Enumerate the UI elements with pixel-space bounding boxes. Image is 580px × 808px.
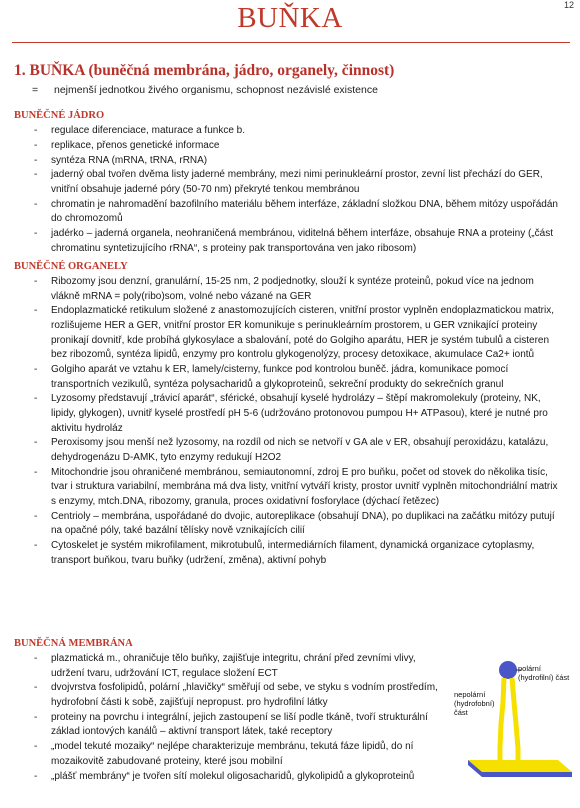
definition-line bbox=[32, 84, 378, 96]
list-item bbox=[34, 652, 450, 681]
bullet-dash: - bbox=[34, 466, 38, 478]
section-title-nucleus: BUNĚČNÉ JÁDRO bbox=[14, 110, 105, 121]
membrane-list bbox=[34, 652, 450, 784]
phospholipid-svg bbox=[454, 652, 574, 792]
list-item-text: plazmatická m., ohraničuje tělo buňky, zajišťuje integritu, chrání před zevními vlivy, udržení tvaru, udržování ICT, regulace složení ECT bbox=[51, 653, 416, 679]
list-item bbox=[34, 711, 450, 740]
nonpolar-label: nepolární (hydrofobní) část bbox=[454, 690, 495, 717]
list-item-text: „model tekuté mozaiky“ nejlépe charakterizuje membránu, tekutá fáze lipidů, do ní mozaikovitě zabudované proteiny, které jsou mobilní bbox=[51, 741, 414, 767]
list-item bbox=[34, 139, 562, 154]
list-item-text: syntéza RNA (mRNA, tRNA, rRNA) bbox=[51, 154, 208, 166]
bullet-dash: - bbox=[34, 510, 38, 522]
list-item-text: Centrioly – membrána, uspořádané do dvojic, autoreplikace (obsahují DNA), po duplikaci na začátku mitózy putují na opačné póly, také bazální tělísky nově vznikajících cilií bbox=[51, 510, 555, 537]
list-item bbox=[34, 227, 562, 256]
list-item-text: Ribozomy jsou denzní, granulární, 15-25 nm, 2 podjednotky, slouží k syntéze proteinů, pokud více na jednom vlákně mRNA = poly(ribo)som, volné nebo vázané na GER bbox=[51, 276, 534, 302]
bullet-dash: - bbox=[34, 540, 38, 551]
list-item bbox=[34, 770, 450, 785]
bullet-dash: - bbox=[34, 198, 38, 210]
hydrophobic-tail-right bbox=[512, 678, 518, 760]
list-item-text: Lyzosomy představují „trávicí aparát“, sférické, obsahují kyselé hydrolázy – štěpí makromolekuly (proteiny, NK, lipidy, glykogen), uvnitř kyselé prostředí pH 5-6 (udržováno protonovou pumpou H+ ATPasou), které je nutné pro aktivitu hydroláz bbox=[51, 393, 548, 434]
list-item-text: proteiny na povrchu i integrální, jejich zastoupení se liší podle tkáně, tvoří strukturální základ iontových kanálů – aktivní transport látek, také receptory bbox=[51, 711, 428, 738]
definition-text: nejmenší jednotkou živého organismu, schopnost nezávislé existence bbox=[54, 84, 378, 96]
section-title-membrane: BUNĚČNÁ MEMBRÁNA bbox=[14, 638, 133, 649]
bullet-dash: - bbox=[34, 169, 38, 181]
list-item bbox=[34, 681, 450, 710]
bullet-dash: - bbox=[34, 741, 38, 753]
polar-label: polární (hydrofilní) část bbox=[518, 664, 570, 682]
list-item-text: Endoplazmatické retikulum složené z anastomozujících cisteren, vnitřní prostor vyplněn endoplazmatickou matrix, rozlišujeme HER a GER, vnitřní prostor ER komunikuje s perinukleárním prostorem, u GER vznikající proteiny pronikají dovnitř, kde probíhá glykosylace a sbalování, poté do Golgiho aparátu, HER je systém tubulů a cisteren bez ribozomů, syntéza lipidů, enzymy pro kontrolu glykogenolýzy, procesy detoxikace, akumulace Ca2+ iontů bbox=[51, 305, 555, 361]
equals-symbol: = bbox=[32, 84, 39, 96]
membrane-middle-layer bbox=[482, 772, 572, 777]
bullet-dash: - bbox=[34, 363, 38, 375]
section-title-organelles: BUNĚČNÉ ORGANELY bbox=[14, 261, 128, 272]
bullet-dash: - bbox=[34, 770, 38, 782]
list-item bbox=[34, 392, 562, 436]
membrane-top-layer bbox=[468, 760, 572, 772]
list-item-text: Golgiho aparát ve vztahu k ER, lamely/cisterny, funkce pod kontrolou buněč. jádra, komunikace pomocí transportních vezikulů, syntéza polysacharidů a glykoproteinů, sekreční produkty do sekrečních granul bbox=[51, 363, 509, 390]
list-item-text: dvojvrstva fosfolipidů, polární „hlavičky“ směřují od sebe, ve styku s vodním prostředím, hydrofobní části k sobě, zajišťují nepropust. pro hydrofilní látky bbox=[51, 682, 438, 708]
list-item bbox=[34, 124, 562, 139]
bullet-dash: - bbox=[34, 228, 38, 240]
list-item bbox=[34, 539, 562, 568]
list-item bbox=[34, 275, 562, 304]
list-item-text: Peroxisomy jsou menší než lyzosomy, na rozdíl od nich se netvoří v GA ale v ER, obsahují peroxidázu, katalázu, dehydrogenázu D-AMK, tyto enzymy redukují H2O2 bbox=[51, 437, 549, 463]
chapter-heading: 1. BUŇKA (buněčná membrána, jádro, organely, činnost) bbox=[14, 62, 395, 79]
bullet-dash: - bbox=[34, 393, 38, 405]
list-item bbox=[34, 436, 562, 465]
organelles-list bbox=[34, 275, 562, 568]
list-item bbox=[34, 510, 562, 539]
list-item-text: replikace, přenos genetické informace bbox=[51, 139, 220, 151]
bullet-dash: - bbox=[34, 682, 38, 694]
hydrophobic-tail-left bbox=[500, 678, 504, 760]
bullet-dash: - bbox=[34, 154, 38, 166]
list-item-text: regulace diferenciace, maturace a funkce b. bbox=[51, 125, 245, 136]
bullet-dash: - bbox=[34, 305, 38, 317]
list-item-text: Mitochondrie jsou ohraničené membránou, semiautonomní, zdroj E pro buňku, počet od stovek do několika tisíc, tvar i struktura variabilní, membrána má dva listy, vnitřní vytváří kristy, prostor uvnitř vyplněn mitochondriální matrix s enzymy, mtch.DNA, ribozomy, granula, proces oxidativní fosforylace (dýchací řetězec) bbox=[51, 466, 558, 507]
list-item bbox=[34, 198, 562, 227]
bullet-dash: - bbox=[34, 437, 38, 449]
nucleus-list bbox=[34, 124, 562, 256]
page-number: 12 bbox=[563, 0, 574, 10]
page-title: BUŇKA bbox=[237, 2, 343, 34]
list-item bbox=[34, 168, 562, 197]
list-item-text: „plášť membrány“ je tvořen sítí molekul oligosacharidů, glykolipidů a glykoproteinů bbox=[51, 770, 415, 782]
list-item bbox=[34, 154, 562, 169]
list-item bbox=[34, 740, 450, 769]
list-item-text: chromatin je nahromadění bazofilního materiálu během interfáze, základní složkou DNA, během mitózy uspořádán do chromozomů bbox=[51, 198, 558, 225]
list-item-text: Cytoskelet je systém mikrofilament, mikrotubulů, intermediárních filament, dynamická organizace cytoplasmy, transport buňkou, tvaru buňky (udržení, změna), aktivní pohyb bbox=[51, 540, 535, 566]
bullet-dash: - bbox=[34, 125, 38, 136]
list-item-text: jadérko – jaderná organela, neohraničená membránou, viditelná během interfáze, obsahuje RNA a proteiny („část chromatinu syntetizujícího rRNA“, s proteiny pak transportována ven jako ribosom) bbox=[51, 228, 553, 254]
title-divider bbox=[12, 42, 570, 43]
bullet-dash: - bbox=[34, 711, 38, 723]
bullet-dash: - bbox=[34, 139, 38, 151]
polar-head-icon bbox=[499, 661, 517, 679]
list-item bbox=[34, 466, 562, 510]
bullet-dash: - bbox=[34, 276, 38, 287]
phospholipid-diagram bbox=[454, 652, 574, 792]
list-item-text: jaderný obal tvořen dvěma listy jaderné membrány, mezi nimi perinukleární prostor, zevní list přechází do GER, vnitřní obsahuje jaderné póry (50-70 nm) překryté tenkou membránou bbox=[51, 169, 543, 195]
bullet-dash: - bbox=[34, 653, 38, 664]
list-item bbox=[34, 363, 562, 392]
list-item bbox=[34, 304, 562, 362]
